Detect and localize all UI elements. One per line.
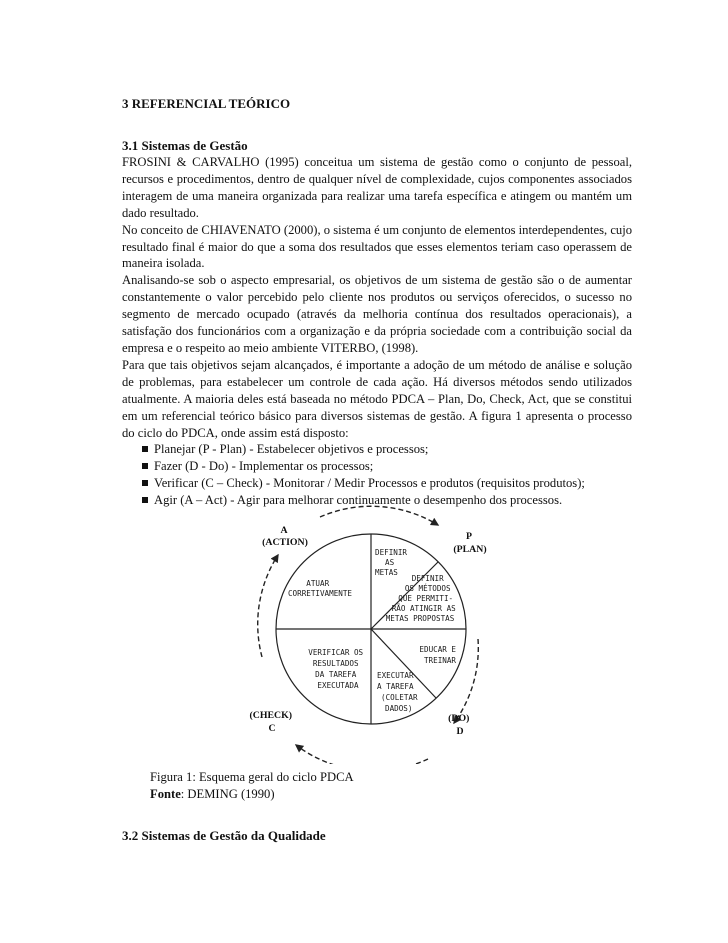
corner-label-do: (DO) D <box>448 713 470 737</box>
source-text: : DEMING (1990) <box>180 787 275 801</box>
segment-definir-metas: DEFINIR AS METAS <box>375 548 408 577</box>
segment-executar: EXECUTAR A TAREFA (COLETAR DADOS) <box>377 671 418 713</box>
bullet-square-icon <box>142 463 148 469</box>
source-label: Fonte <box>150 787 181 801</box>
segment-verificar: VERIFICAR OS RESULTADOS DA TAREFA EXECUTADA <box>308 648 364 690</box>
pdca-cycle-diagram <box>240 493 504 764</box>
bullet-square-icon <box>142 480 148 486</box>
paragraph-frosini: FROSINI & CARVALHO (1995) conceitua um sistema de gestão como o conjunto de pessoal, recursos e procedimentos, dentro de qualquer nível de complexidade, cujos componentes associados interagem de uma maneira organizada para realizar uma tarefa específica e atingem ou mantém um dado resultado. <box>122 155 632 220</box>
pdca-wheel <box>276 534 466 724</box>
list-item-planejar <box>142 441 632 458</box>
list-item-text: Fazer (D - Do) - Implementar os processos; <box>154 459 374 474</box>
list-item-verificar <box>142 475 632 492</box>
segment-atuar: ATUAR CORRETIVAMENTE <box>287 579 353 598</box>
bullet-square-icon <box>142 446 148 452</box>
caption-source <box>150 786 354 803</box>
caption-title: Figura 1: Esquema geral do ciclo PDCA <box>150 770 354 784</box>
arrow-top-icon <box>320 506 438 525</box>
segment-definir-metodos: DEFINIR OS MÉTODOS QUE PERMITI- RÃO ATINGIR AS METAS PROPOSTAS <box>385 574 456 623</box>
bullet-square-icon <box>142 497 148 503</box>
section-heading-sistemas-de-gestao: 3.1 Sistemas de Gestão <box>122 138 248 153</box>
paragraph-objetivos: Analisando-se sob o aspecto empresarial, os objetivos de um sistema de gestão são o de aumentar constantemente o valor percebido pelo cliente nos produtos ou serviços oferecidos, o sucesso no segmento de mercado ocupado (através da melhoria contínua dos resultados operacionais), a satisfação dos funcionários com a organização e da própria sociedade com a contribuição social da empresa e o respeito ao meio ambiente VITERBO, (1998). <box>122 273 632 355</box>
arrow-left-icon <box>258 555 278 657</box>
list-item-fazer <box>142 458 632 475</box>
corner-label-action: A (ACTION) <box>262 525 308 548</box>
section-heading-gestao-da-qualidade: 3.2 Sistemas de Gestão da Qualidade <box>122 828 326 843</box>
pdca-cycle-figure <box>240 493 504 764</box>
segment-educar-treinar: EDUCAR E TREINAR <box>419 645 457 665</box>
chapter-heading: 3 REFERENCIAL TEÓRICO <box>122 96 291 111</box>
list-item-text: Agir (A – Act) - Agir para melhorar continuamente o desempenho dos processos. <box>154 493 563 508</box>
arrow-bottom-icon <box>296 745 428 764</box>
paragraph-metodo-pdca: Para que tais objetivos sejam alcançados, é importante a adoção de um método de análise e solução de problemas, para estabelecer um controle de cada ação. Há diversos métodos sendo utilizados atualmente. A maioria deles está baseada no método PDCA – Plan, Do, Check, Act, que se constitui em um referencial teórico básico para diversos sistemas de gestão. A figura 1 apresenta o processo do ciclo do PDCA, onde assim está disposto: <box>122 357 632 440</box>
paragraph-chiavenato: No conceito de CHIAVENATO (2000), o sistema é um conjunto de elementos interdependentes, cujo resultado final é maior do que a soma dos resultados que esses elementos teriam caso operassem de maneira isolada. <box>122 222 632 271</box>
corner-label-plan: P (PLAN) <box>453 531 487 555</box>
list-item-text: Verificar (C – Check) - Monitorar / Medir Processos e produtos (requisitos produtos); <box>154 476 585 491</box>
corner-label-check: (CHECK) C <box>249 710 292 734</box>
list-item-text: Planejar (P - Plan) - Estabelecer objetivos e processos; <box>154 442 429 457</box>
body-text <box>122 154 632 509</box>
figure-caption <box>150 769 354 803</box>
